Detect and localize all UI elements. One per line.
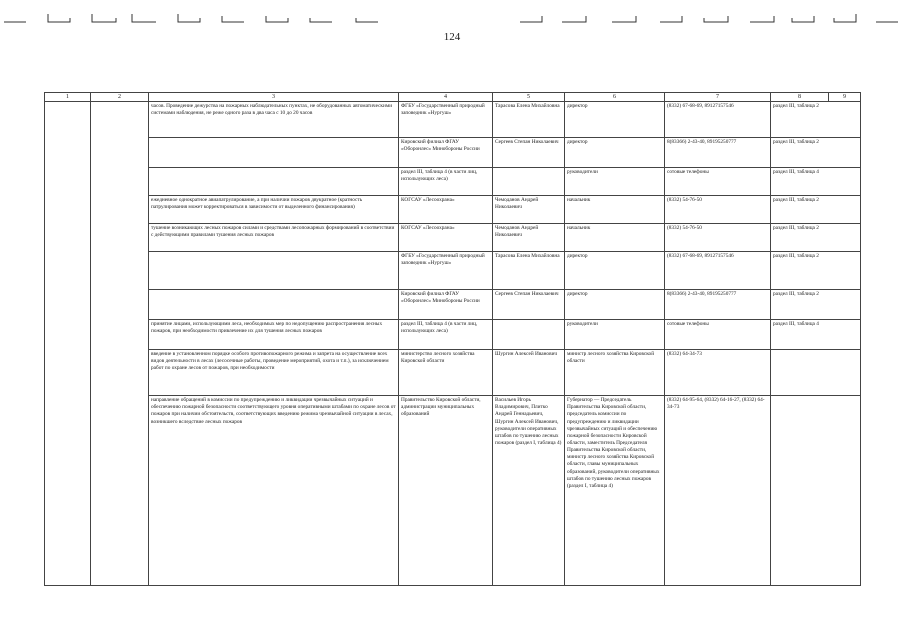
person-cell xyxy=(493,168,565,196)
organization-cell: ФГБУ «Государственный природный заповедник «Нургуш» xyxy=(399,252,493,290)
phone-cell: сотовые телефоны xyxy=(665,168,771,196)
reference-cell xyxy=(771,396,861,586)
organization-cell: раздел III, таблица 4 (в части лиц, использующих леса) xyxy=(399,320,493,350)
measure-cell: часов. Проведение дежурства на пожарных наблюдательных пунктах, не оборудованных автоматическими системами наблюдения, не реже одного раза в два часа с 10 до 20 часов xyxy=(149,102,399,138)
table-row xyxy=(45,224,861,252)
person-cell: Сергеев Степан Николаевич xyxy=(493,138,565,168)
person-cell: Шургин Алексей Иванович xyxy=(493,350,565,396)
phone-cell: (8332) 54-76-50 xyxy=(665,196,771,224)
organization-cell: министерство лесного хозяйства Кировской области xyxy=(399,350,493,396)
table-row xyxy=(45,252,861,290)
header-cell: 9 xyxy=(829,93,861,102)
header-cell: 3 xyxy=(149,93,399,102)
header-cell: 7 xyxy=(665,93,771,102)
person-cell xyxy=(493,320,565,350)
reference-cell xyxy=(771,350,861,396)
table-row xyxy=(45,350,861,396)
header-cell: 5 xyxy=(493,93,565,102)
organization-cell: раздел III, таблица 4 (в части лиц, использующих леса) xyxy=(399,168,493,196)
page-number: 124 xyxy=(443,31,461,43)
reference-cell: раздел III, таблица 4 xyxy=(771,168,861,196)
person-cell: Чемоданов Андрей Николаевич xyxy=(493,196,565,224)
page-top-scan-marks xyxy=(0,0,905,30)
person-cell: Чемоданов Андрей Николаевич xyxy=(493,224,565,252)
reference-cell: раздел III, таблица 2 xyxy=(771,102,861,138)
organization-cell: Кировский филиал ФГАУ «Оборонлес» Минобороны России xyxy=(399,290,493,320)
organization-cell: Правительство Кировской области, администрации муниципальных образований xyxy=(399,396,493,586)
organization-cell: Кировский филиал ФГАУ «Оборонлес» Минобороны России xyxy=(399,138,493,168)
phone-cell: 8(83366) 2-43-40, 89195250777 xyxy=(665,290,771,320)
organization-cell: КОГСАУ «Лесоохрана» xyxy=(399,224,493,252)
position-cell: руководители xyxy=(565,168,665,196)
phone-cell: (8332) 54-76-50 xyxy=(665,224,771,252)
header-cell: 1 xyxy=(45,93,91,102)
reference-cell: раздел III, таблица 4 xyxy=(771,320,861,350)
position-cell: министр лесного хозяйства Кировской области xyxy=(565,350,665,396)
position-cell: руководители xyxy=(565,320,665,350)
position-cell: Губернатор — Председатель Правительства Кировской области, председатель комиссии по предупреждению и ликвидации чрезвычайных ситуаций и обеспечению пожарной безопасности Кировской области, заместитель Председателя Правительства Кировской области, министр лесного хозяйства Кировской области, главы муниципальных образований, руководители оперативных штабов по тушению лесных пожаров (раздел I, таблица 4) xyxy=(565,396,665,586)
position-cell: директор xyxy=(565,102,665,138)
table-row xyxy=(45,196,861,224)
table-header-row xyxy=(45,93,861,102)
fire-safety-measures-table xyxy=(44,92,861,586)
phone-cell: (8332) 64-34-73 xyxy=(665,350,771,396)
person-cell: Сергеев Степан Николаевич xyxy=(493,290,565,320)
measure-cell: введение в установленном порядке особого противопожарного режима и запрета на осуществление всех видов деятельности в лесах (лесосечные работы, проведение мероприятий, охота и т.п.), за исключением работ по охране лесов от пожаров, при необходимости xyxy=(149,350,399,396)
table-row xyxy=(45,102,861,138)
measure-cell: принятие лицами, использующими леса, необходимых мер по недопущению распространения лесных пожаров, при необходимости привлечение их для тушения лесных пожаров xyxy=(149,320,399,350)
measure-cell xyxy=(149,168,399,196)
table-row xyxy=(45,396,861,586)
header-cell: 6 xyxy=(565,93,665,102)
phone-cell: (8332) 67-68-69, 89127157546 xyxy=(665,252,771,290)
measure-cell: ежедневное однократное авиапатрулирование, а при наличии пожаров двукратное (кратность патрулирования может корректироваться в зависимости от выделенного финансирования) xyxy=(149,196,399,224)
header-cell: 4 xyxy=(399,93,493,102)
position-cell: директор xyxy=(565,290,665,320)
organization-cell: КОГСАУ «Лесоохрана» xyxy=(399,196,493,224)
person-cell: Васильев Игорь Владимирович, Плитко Андрей Геннадьевич, Шургин Алексей Иванович, руководители оперативных штабов по тушению лесных пожаров (раздел I, таблица 4) xyxy=(493,396,565,586)
position-cell: директор xyxy=(565,252,665,290)
person-cell: Тарасова Елена Михайловна xyxy=(493,252,565,290)
phone-cell: 8(83366) 2-43-40, 89195250777 xyxy=(665,138,771,168)
reference-cell: раздел III, таблица 2 xyxy=(771,252,861,290)
empty-cell-col1 xyxy=(45,102,91,586)
table-row xyxy=(45,138,861,168)
position-cell: начальник xyxy=(565,196,665,224)
position-cell: начальник xyxy=(565,224,665,252)
table-row xyxy=(45,168,861,196)
position-cell: директор xyxy=(565,138,665,168)
reference-cell: раздел III, таблица 2 xyxy=(771,196,861,224)
empty-cell-col2 xyxy=(91,102,149,586)
reference-cell: раздел III, таблица 2 xyxy=(771,290,861,320)
organization-cell: ФГБУ «Государственный природный заповедник «Нургуш» xyxy=(399,102,493,138)
phone-cell: (8332) 67-68-69, 89127157546 xyxy=(665,102,771,138)
phone-cell: (8332) 64-95-64, (8332) 64-16-27, (8332) 64-34-73 xyxy=(665,396,771,586)
measure-cell xyxy=(149,290,399,320)
person-cell: Тарасова Елена Михайловна xyxy=(493,102,565,138)
table-row xyxy=(45,320,861,350)
reference-cell: раздел III, таблица 2 xyxy=(771,224,861,252)
measure-cell xyxy=(149,252,399,290)
measure-cell: тушение возникающих лесных пожаров силами и средствами лесопожарных формирований в соответствии с действующими правилами тушения лесных пожаров xyxy=(149,224,399,252)
reference-cell: раздел III, таблица 2 xyxy=(771,138,861,168)
phone-cell: сотовые телефоны xyxy=(665,320,771,350)
measure-cell xyxy=(149,138,399,168)
header-cell: 8 xyxy=(771,93,829,102)
header-cell: 2 xyxy=(91,93,149,102)
table-row xyxy=(45,290,861,320)
measure-cell: направление обращений в комиссии по предупреждению и ликвидации чрезвычайных ситуаций и обеспечению пожарной безопасности соответствующего уровня оперативными штабами по охране лесов от пожаров при наличии обстоятельств, соответствующих введению режима чрезвычайной ситуации в лесах, возникшего вследствие лесных пожаров xyxy=(149,396,399,586)
